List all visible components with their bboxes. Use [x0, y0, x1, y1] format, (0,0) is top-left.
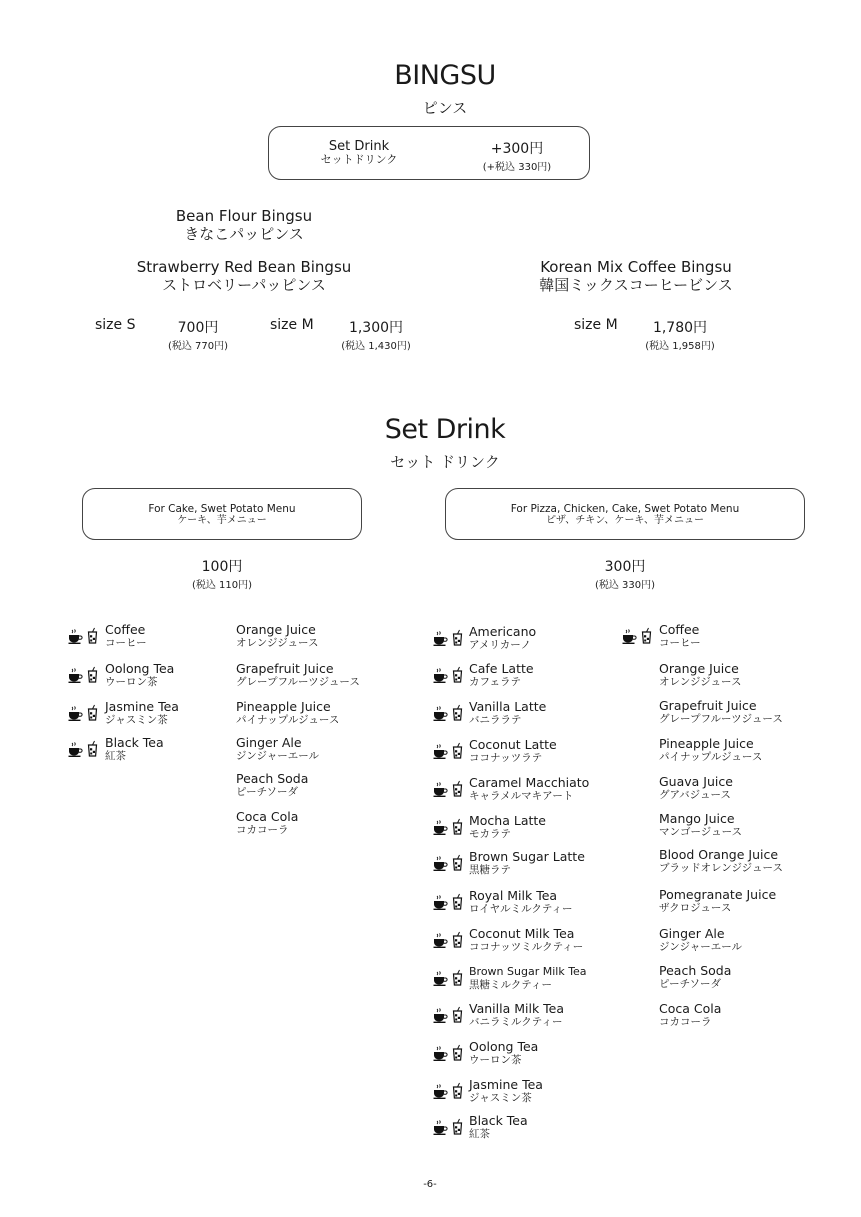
drink-name: Grapefruit Juice [236, 661, 334, 676]
drink-name-jp: バニラミルクティー [469, 1016, 563, 1028]
drink-name: Ginger Ale [236, 735, 302, 750]
set-drink-label-jp: セットドリンク [320, 153, 398, 166]
drink-item [469, 662, 534, 688]
hot-and-iced-icon [68, 740, 100, 758]
hot-and-iced-icon [68, 666, 100, 684]
iced-cup-icon [454, 819, 462, 834]
drink-name-jp: ジンジャーエール [659, 941, 743, 953]
left-box-label: For Cake, Swet Potato Menu [148, 503, 296, 515]
drink-item [659, 964, 731, 990]
hot-cup-icon [434, 745, 448, 760]
drink-item [659, 888, 776, 914]
bingsu-set-drink-box [268, 126, 590, 180]
drink-name: Oolong Tea [105, 661, 175, 676]
drink-name: Mocha Latte [469, 813, 546, 828]
size-m-price: 1,300円 [348, 320, 404, 336]
drink-name-jp: オレンジジュース [659, 676, 742, 688]
hot-and-iced-icon [433, 969, 465, 987]
drink-name: Coca Cola [236, 809, 299, 824]
iced-cup-icon [454, 1007, 462, 1022]
drink-name-jp: マンゴージュース [659, 826, 743, 838]
drink-name-jp: 紅茶 [105, 750, 126, 762]
drink-name-jp: ピーチソーダ [236, 786, 298, 798]
bingsu-item [130, 258, 358, 294]
drink-name: Royal Milk Tea [469, 888, 558, 903]
drink-item [469, 814, 546, 840]
drink-name: Brown Sugar Milk Tea [469, 965, 587, 978]
left-box-label-jp: ケーキ、芋メニュー [177, 515, 267, 526]
hot-cup-icon [69, 630, 83, 645]
drink-item [236, 772, 308, 798]
hot-cup-icon [434, 1009, 448, 1024]
drink-name: Cafe Latte [469, 661, 534, 676]
hot-and-iced-icon [622, 627, 654, 645]
size-m-label: size M [270, 317, 314, 333]
drink-name-jp: グアバジュース [659, 789, 731, 801]
hot-and-iced-icon [433, 1118, 465, 1136]
drink-name: Caramel Macchiato [469, 775, 590, 790]
hot-cup-icon [434, 1121, 448, 1136]
hot-and-iced-icon [433, 780, 465, 798]
drink-name-jp: グレープフルーツジュース [659, 713, 783, 725]
hot-and-iced-icon [433, 1044, 465, 1062]
iced-cup-icon [89, 705, 97, 720]
set-drink-label: Set Drink [328, 139, 390, 154]
drink-name: Black Tea [105, 735, 164, 750]
drink-item [469, 1040, 538, 1066]
drink-item [469, 965, 587, 991]
drink-name: Jasmine Tea [105, 699, 179, 714]
drink-name-jp: ブラッドオレンジジュース [659, 862, 783, 874]
hot-cup-icon [69, 669, 83, 684]
drink-item [659, 737, 762, 763]
hot-and-iced-icon [68, 627, 100, 645]
iced-cup-icon [454, 743, 462, 758]
drink-name-jp: ジンジャーエール [236, 750, 320, 762]
drink-name-jp: グレープフルーツジュース [236, 676, 360, 688]
drink-name: Vanilla Milk Tea [469, 1001, 565, 1016]
size-m-label: size M [574, 317, 618, 333]
iced-cup-icon [89, 741, 97, 756]
set-drink-right-box [445, 488, 805, 540]
bingsu-title: BINGSU [394, 60, 496, 91]
bingsu-item-name: Bean Flour Bingsu [175, 207, 313, 225]
drink-name: Oolong Tea [469, 1039, 539, 1054]
hot-and-iced-icon [433, 818, 465, 836]
drink-name-jp: パイナップルジュース [236, 714, 340, 726]
bingsu-item-name: Korean Mix Coffee Bingsu [540, 258, 732, 276]
drink-name: Peach Soda [659, 963, 732, 978]
iced-cup-icon [454, 705, 462, 720]
right-price-tax: (税込 330円) [594, 580, 656, 591]
left-price-block [172, 556, 272, 591]
hot-and-iced-icon [433, 1006, 465, 1024]
drink-name: Mango Juice [659, 811, 735, 826]
drink-item [236, 736, 319, 762]
hot-and-iced-icon [433, 893, 465, 911]
drink-item [469, 850, 585, 876]
drink-name: Black Tea [469, 1113, 528, 1128]
drink-name: Blood Orange Juice [659, 847, 779, 862]
bingsu-item [530, 258, 742, 294]
iced-cup-icon [454, 1119, 462, 1134]
drink-name: Brown Sugar Latte [469, 849, 585, 864]
bingsu-item [140, 207, 348, 243]
drink-name: Pomegranate Juice [659, 887, 777, 902]
drink-item [659, 812, 742, 838]
drink-name-jp: コーヒー [105, 637, 147, 649]
drink-name-jp: ピーチソーダ [659, 978, 721, 990]
drink-name: Coconut Milk Tea [469, 926, 575, 941]
drink-name-jp: オレンジジュース [236, 637, 319, 649]
drink-name: Coca Cola [659, 1001, 722, 1016]
iced-cup-icon [454, 781, 462, 796]
iced-cup-icon [643, 628, 651, 643]
drink-name-jp: 紅茶 [469, 1128, 490, 1140]
drink-item [469, 700, 546, 726]
iced-cup-icon [454, 667, 462, 682]
size-s-price-block [160, 317, 236, 352]
drink-name-jp: ザクロジュース [659, 902, 732, 914]
drink-name-jp: カフェラテ [469, 676, 521, 688]
iced-cup-icon [454, 932, 462, 947]
drink-name-jp: コーヒー [659, 637, 701, 649]
hot-cup-icon [69, 707, 83, 722]
bingsu-item-name-jp: きなこパッピンス [184, 225, 304, 243]
bingsu-subtitle: ピンス [422, 99, 468, 117]
bingsu-item-name-jp: 韓国ミックスコーヒービンス [539, 276, 733, 294]
drink-name-jp: ジャスミン茶 [469, 1092, 532, 1104]
drink-item [659, 699, 783, 725]
drink-item [659, 1002, 721, 1028]
hot-and-iced-icon [433, 704, 465, 722]
drink-item [236, 810, 298, 836]
left-price: 100円 [201, 559, 243, 575]
drink-name-jp: ココナッツラテ [469, 752, 543, 764]
drink-name: Jasmine Tea [469, 1077, 543, 1092]
drink-name-jp: コカコーラ [659, 1016, 712, 1028]
drink-name: Coffee [659, 622, 700, 637]
drink-name-jp: 黒糖ミルクティー [469, 979, 552, 991]
bingsu-item-name-jp: ストロベリーパッピンス [162, 276, 326, 294]
drink-item [659, 623, 701, 649]
hot-cup-icon [434, 896, 448, 911]
drink-item [469, 625, 536, 651]
iced-cup-icon [454, 1083, 462, 1098]
drink-item [469, 1114, 528, 1140]
set-drink-price-tax: (+税込 330円) [482, 162, 552, 173]
hot-and-iced-icon [68, 704, 100, 722]
left-price-tax: (税込 110円) [191, 580, 253, 591]
hot-and-iced-icon [433, 931, 465, 949]
drink-name-jp: ロイヤルミルクティー [469, 903, 573, 915]
drink-name: Coconut Latte [469, 737, 557, 752]
size-s-label: size S [95, 317, 136, 333]
size-m-price-block [640, 317, 720, 352]
drink-item [659, 848, 783, 874]
hot-and-iced-icon [433, 629, 465, 647]
right-price: 300円 [604, 559, 646, 575]
hot-and-iced-icon [433, 854, 465, 872]
drink-name-jp: ジャスミン茶 [105, 714, 168, 726]
drink-name-jp: モカラテ [469, 828, 511, 840]
iced-cup-icon [89, 667, 97, 682]
drink-name: Orange Juice [659, 661, 739, 676]
hot-cup-icon [434, 707, 448, 722]
hot-cup-icon [434, 669, 448, 684]
size-s-price: 700円 [177, 320, 219, 336]
hot-cup-icon [434, 783, 448, 798]
drink-item [105, 623, 147, 649]
size-m-price-tax: (税込 1,430円) [341, 341, 411, 352]
drink-name: Guava Juice [659, 774, 733, 789]
drink-item [105, 736, 164, 762]
drink-name-jp: ウーロン茶 [469, 1054, 522, 1066]
hot-cup-icon [69, 743, 83, 758]
drink-name: Vanilla Latte [469, 699, 547, 714]
iced-cup-icon [454, 855, 462, 870]
hot-cup-icon [434, 632, 448, 647]
drink-item [469, 1002, 564, 1028]
hot-cup-icon [434, 821, 448, 836]
drink-item [105, 662, 174, 688]
drink-name: Peach Soda [236, 771, 309, 786]
drink-item [236, 662, 360, 688]
size-m-price-block [336, 317, 416, 352]
hot-and-iced-icon [433, 1082, 465, 1100]
drink-name: Coffee [105, 622, 146, 637]
iced-cup-icon [454, 630, 462, 645]
iced-cup-icon [454, 970, 462, 985]
drink-item [469, 889, 573, 915]
drink-name-jp: アメリカーノ [469, 639, 532, 651]
right-box-label: For Pizza, Chicken, Cake, Swet Potato Menu [510, 503, 740, 515]
drink-item [469, 1078, 543, 1104]
drink-name: Pineapple Juice [659, 736, 754, 751]
drink-name-jp: パイナップルジュース [659, 751, 763, 763]
hot-cup-icon [434, 934, 448, 949]
size-m-price-tax: (税込 1,958円) [645, 341, 715, 352]
drink-name-jp: キャラメルマキアート [469, 790, 574, 802]
drink-name-jp: ココナッツミルクティー [469, 941, 584, 953]
drink-item [659, 662, 741, 688]
size-s-price-tax: (税込 770円) [167, 341, 229, 352]
right-price-block [575, 556, 675, 591]
bingsu-item-name: Strawberry Red Bean Bingsu [136, 258, 352, 276]
drink-name: Americano [469, 624, 537, 639]
iced-cup-icon [454, 1045, 462, 1060]
drink-item [469, 738, 557, 764]
drink-item [469, 927, 583, 953]
set-drink-subtitle: セット ドリンク [390, 453, 500, 471]
drink-name-jp: バニララテ [469, 714, 522, 726]
drink-name: Pineapple Juice [236, 699, 331, 714]
drink-item [236, 623, 318, 649]
hot-cup-icon [623, 630, 637, 645]
drink-item [236, 700, 339, 726]
drink-item [659, 775, 733, 801]
size-m-price: 1,780円 [652, 320, 708, 336]
drink-name: Grapefruit Juice [659, 698, 757, 713]
set-drink-left-box [82, 488, 362, 540]
set-drink-title: Set Drink [384, 414, 506, 445]
set-drink-price: +300円 [490, 141, 544, 157]
hot-cup-icon [434, 857, 448, 872]
drink-item [469, 776, 589, 802]
hot-and-iced-icon [433, 742, 465, 760]
page-number: -6- [423, 1179, 437, 1190]
hot-cup-icon [434, 1047, 448, 1062]
right-box-label-jp: ピザ、チキン、ケーキ、芋メニュー [546, 515, 704, 526]
iced-cup-icon [454, 894, 462, 909]
drink-name-jp: コカコーラ [236, 824, 289, 836]
hot-and-iced-icon [433, 666, 465, 684]
hot-cup-icon [434, 1085, 448, 1100]
iced-cup-icon [89, 628, 97, 643]
drink-item [105, 700, 179, 726]
drink-name: Orange Juice [236, 622, 316, 637]
drink-item [659, 927, 742, 953]
drink-name: Ginger Ale [659, 926, 725, 941]
hot-cup-icon [434, 972, 448, 987]
drink-name-jp: 黒糖ラテ [469, 864, 511, 876]
drink-name-jp: ウーロン茶 [105, 676, 158, 688]
